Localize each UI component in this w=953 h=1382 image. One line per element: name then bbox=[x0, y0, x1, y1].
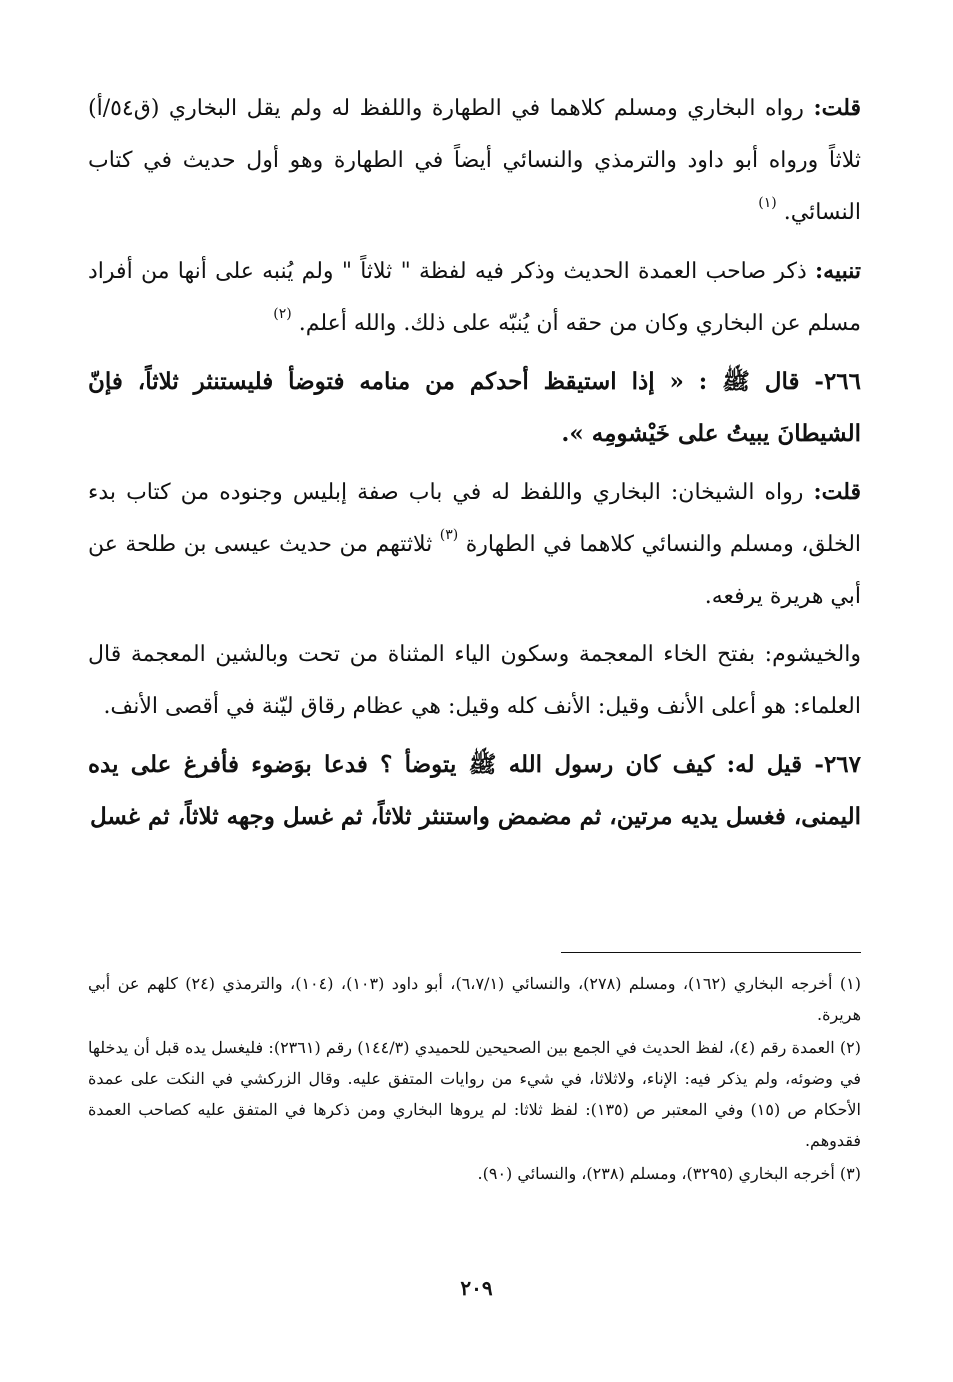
paragraph-qultu-1 bbox=[88, 82, 861, 239]
paragraph-text: ذكر صاحب العمدة الحديث وذكر فيه لفظة " ثلاثاً " ولم يُنبه على أنها من أفراد مسلم عن البخاري وكان من حقه أن يُنبّه على ذلك. والله أعلم. bbox=[88, 259, 861, 336]
paragraph-qultu-2 bbox=[88, 466, 861, 623]
hadith-267: ٢٦٧- قيل له: كيف كان رسول الله ﷺ يتوضأ ؟ فدعا بوَضوء فأفرغ على يده اليمنى، فغسل يديه مرتين، ثم مضمض واستنثر ثلاثاً، ثم غسل وجهه ثلاثاً، ثم غسل bbox=[88, 751, 861, 830]
hadith-266: ٢٦٦- قال ﷺ : « إذا استيقظ أحدكم من منامه فتوضأ فليستنثر ثلاثاً، فإنّ الشيطانَ يبيتُ على خَيْشومِه ». bbox=[88, 368, 861, 447]
footnote-3: (٣) أخرجه البخاري (٣٢٩٥)، ومسلم (٢٣٨)، والنسائي (٩٠). bbox=[477, 1164, 861, 1183]
paragraph-tanbih bbox=[88, 245, 861, 350]
footnote-separator bbox=[561, 952, 861, 953]
paragraph-lead: قلت: bbox=[813, 479, 861, 505]
paragraph-text-continued: ثلاثتهم من حديث عيسى بن طلحة عن أبي هريرة يرفعه. bbox=[88, 532, 861, 609]
footnote-ref-2: (٢) bbox=[273, 305, 292, 322]
paragraph-khayshum: والخيشوم: بفتح الخاء المعجمة وسكون الياء المثناة من تحت وبالشين المعجمة قال العلماء: هو أعلى الأنف وقيل: الأنف كله وقيل: هي عظام رقاق ليّنة في أقصى الأنف. bbox=[88, 642, 861, 719]
paragraph-text: رواه الشيخان: البخاري واللفظ له في باب صفة إبليس وجنوده من كتاب بدء الخلق، ومسلم والنسائي كلاهما في الطهارة bbox=[88, 480, 862, 557]
paragraph-text: رواه البخاري ومسلم كلاهما في الطهارة واللفظ له ولم يقل البخاري (ق٥٤/أ) ثلاثاً ورواه أبو داود والترمذي والنسائي أيضاً في الطهارة وهو أول حديث في كتاب النسائي. bbox=[88, 96, 861, 225]
footnotes bbox=[88, 968, 861, 1191]
footnote-2: (٢) العمدة رقم (٤)، لفظ الحديث في الجمع بين الصحيحين للحميدي (١٤٤/٣) رقم (٢٣٦١): فليغسل يده قبل أن يدخلها في وضوئه، ولم يذكر فيه: الإناء، ولاثلاثا، في شيء من روايات المتفق عليه. وقال الزركشي في النكت على عمدة الأحكام ص (١٥) وفي المعتبر ص (١٣٥): لفظ ثلاثا: لم يروها البخاري ومن ذكرها في المتفق عليه كصاحب العمدة فقدوهم. bbox=[88, 1038, 862, 1150]
footnote-1: (١) أخرجه البخاري (١٦٢)، ومسلم (٢٧٨)، والنسائي (٦،٧/١)، أبو داود (١٠٣)، (١٠٤)، والترمذي (٢٤) كلهم عن أبي هريرة. bbox=[88, 974, 861, 1024]
paragraph-lead: قلت: bbox=[813, 95, 861, 121]
page-number: ٢٠٩ bbox=[460, 1276, 493, 1300]
footnote-ref-1: (١) bbox=[758, 194, 777, 211]
footnote-ref-3: (٣) bbox=[439, 526, 459, 543]
paragraph-lead: تنبيه: bbox=[815, 258, 861, 284]
